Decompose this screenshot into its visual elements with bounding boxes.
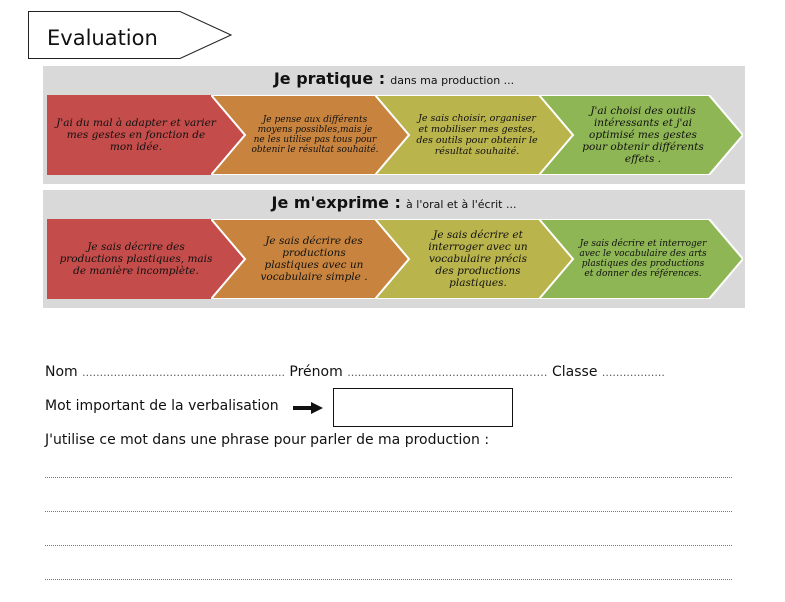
- identity-line: [45, 364, 665, 380]
- express-level-3-text: Je sais décrire et interroger avec un vocabulaire précis des productions plastiques.: [428, 229, 528, 289]
- express-level-4-text: Je sais décrire et interroger avec le vocabulaire des arts plastiques des productions et donner des références.: [579, 239, 707, 279]
- classe-field[interactable]: ..................: [601, 366, 665, 379]
- nom-field[interactable]: ..........................................................: [82, 366, 285, 379]
- practice-title: Je pratique :: [273, 69, 386, 88]
- important-word-input[interactable]: [333, 388, 513, 427]
- sentence-label: J'utilise ce mot dans une phrase pour parler de ma production :: [45, 432, 490, 448]
- mot-label: Mot important de la verbalisation: [45, 398, 279, 414]
- writing-line-2[interactable]: [45, 511, 732, 512]
- express-subtitle: à l'oral et à l'écrit ...: [406, 198, 517, 211]
- practice-level-4: [539, 95, 743, 175]
- express-panel: [43, 190, 745, 308]
- express-header: [43, 193, 745, 212]
- practice-level-4-text: J'ai choisi des outils intéressants et j'ai optimisé mes gestes pour obtenir différents effets .: [582, 105, 704, 165]
- express-title: Je m'exprime :: [271, 193, 401, 212]
- practice-level-2-text: Je pense aux différents moyens possibles,mais je ne les utilise pas tous pour obtenir le résultat souhaité.: [251, 115, 379, 155]
- practice-panel: [43, 66, 745, 184]
- express-level-2-text: Je sais décrire des productions plastiques avec un vocabulaire simple .: [260, 235, 368, 283]
- practice-header: [43, 69, 745, 88]
- nom-label: Nom: [45, 364, 78, 380]
- writing-line-1[interactable]: [45, 477, 732, 478]
- practice-level-3-text: Je sais choisir, organiser et mobiliser mes gestes, des outils pour obtenir le résultat souhaité.: [416, 113, 538, 157]
- express-level-4: [539, 219, 743, 299]
- evaluation-title-tag: [28, 11, 232, 59]
- prenom-field[interactable]: ...................................................……: [347, 366, 548, 379]
- classe-label: Classe: [551, 364, 598, 380]
- practice-level-1-text: J'ai du mal à adapter et varier mes gestes en fonction de mon idée.: [56, 117, 216, 153]
- prenom-label: Prénom: [289, 364, 343, 380]
- page-title: Evaluation: [47, 26, 158, 50]
- writing-line-3[interactable]: [45, 545, 732, 546]
- writing-line-4[interactable]: [45, 579, 732, 580]
- express-level-1-text: Je sais décrire des productions plastiques, mais de manière incomplète.: [59, 241, 213, 277]
- practice-subtitle: dans ma production ...: [390, 74, 515, 87]
- arrow-right-icon: [293, 402, 323, 414]
